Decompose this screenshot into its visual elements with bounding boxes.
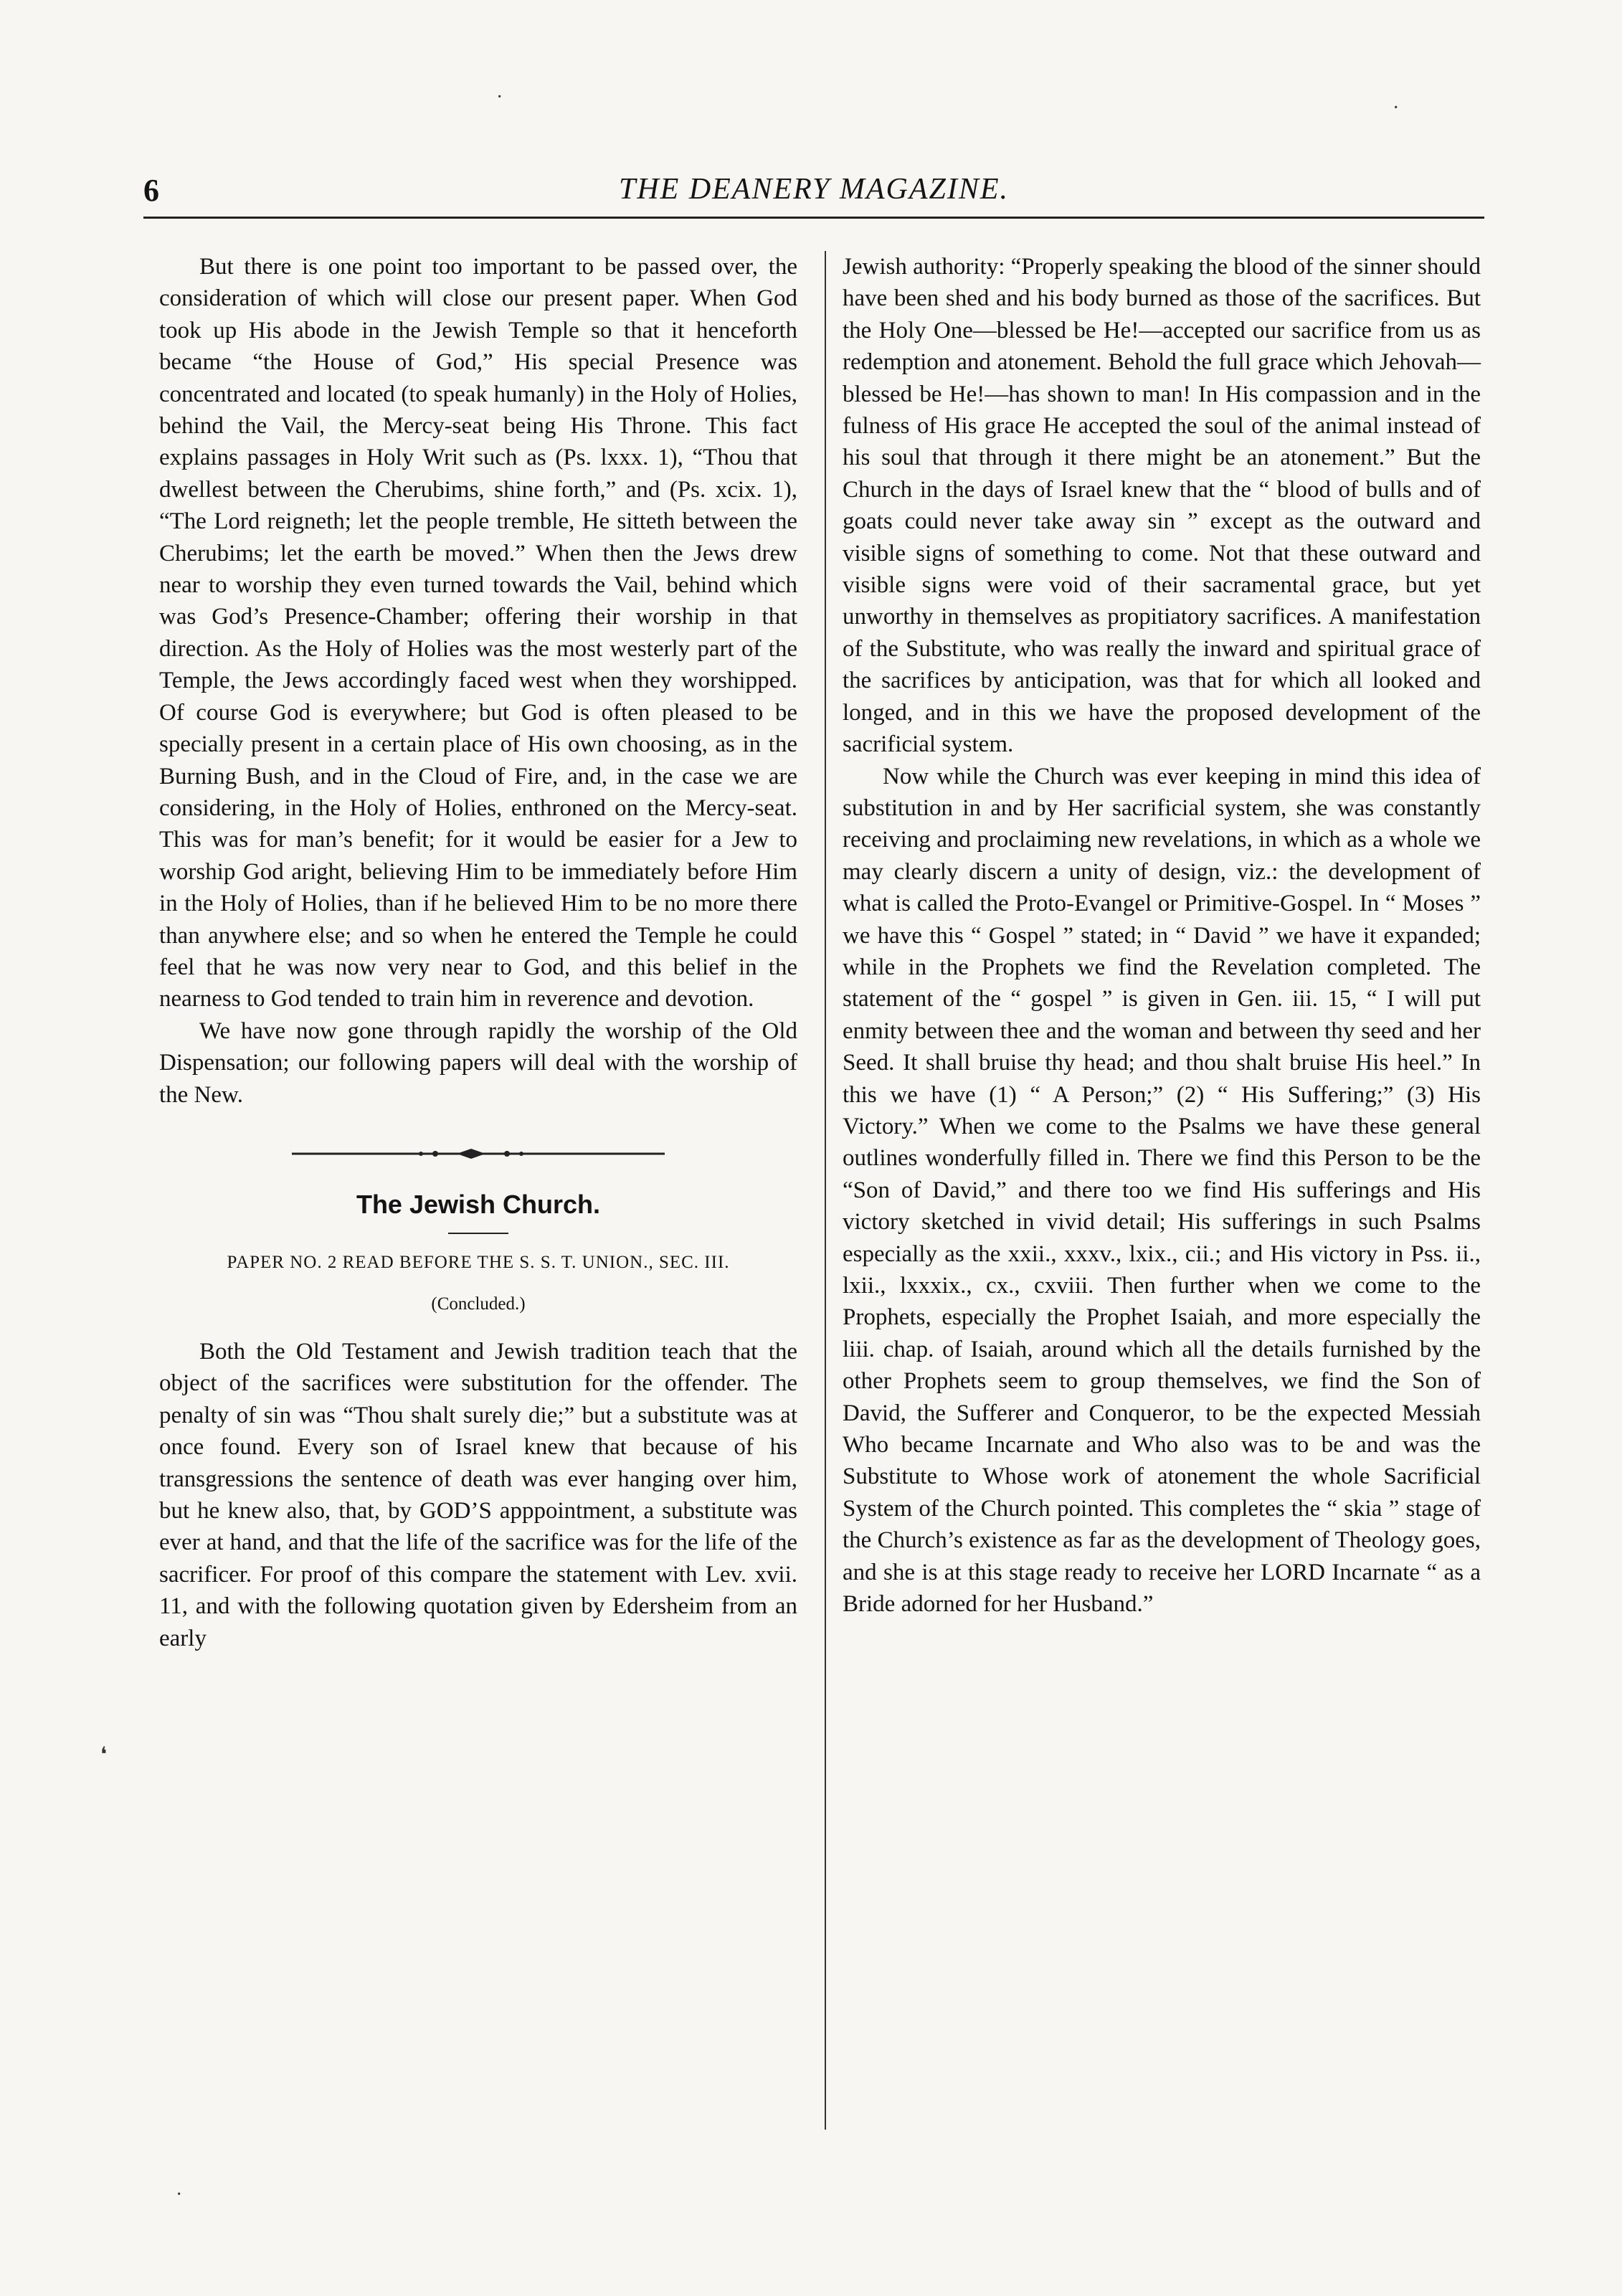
ornament-divider bbox=[292, 1147, 665, 1161]
short-rule bbox=[448, 1233, 508, 1234]
paragraph: But there is one point too important to be passed over, the consideration of which will close our present paper. When God took up His abode in the Jewish Temple so that it henceforth became “the House of God,” His special Presence was concentrated and located (to speak humanly) in the Holy of Holies, behind the Vail, the Mercy-seat being His Throne. This fact explains passages in Holy Writ such as (Ps. lxxx. 1), “Thou that dwellest between the Cherubims, shine forth,” and (Ps. xcix. 1), “The Lord reigneth; let the people tremble, He sitteth between the Cherubims; let the earth be moved.” When then the Jews drew near to worship they even turned towards the Vail, behind which was God’s Presence-Chamber; offering their worship in that direction. As the Holy of Holies was the most westerly part of the Temple, the Jews accordingly faced west when they worshipped. Of course God is everywhere; but God is often pleased to be specially present in a certain place of His own choosing, as in the Burning Bush, and in the Cloud of Fire, and, in the case we are considering, in the Holy of Holies, enthroned on the Mercy-seat. This was for man’s benefit; for it would be easier for a Jew to worship God aright, believing Him to be immediately before Him in the Holy of Holies, than if he believed Him to be no more there than anywhere else; and so when he entered the Temple he could feel that he was now very near to God, and this belief in the nearness to God tended to train him in reverence and devotion. bbox=[159, 254, 797, 1012]
left-column bbox=[159, 251, 797, 1654]
paragraph: Now while the Church was ever keeping in mind this idea of substitution in and by Her sacrificial system, she was constantly receiving and proclaiming new revelations, in which as a whole we may clearly discern a unity of design, viz.: the development of what is called the Proto-Evangel or Primitive-Gospel. In “ Moses ” we have this “ Gospel ” stated; in “ David ” we have it expanded; while in the Prophets we find the Revelation completed. The statement of the “ gospel ” is given in Gen. iii. 15, “ I will put enmity between thee and the woman and between thy seed and her Seed. It shall bruise thy head; and thou shalt bruise His heel.” In this we have (1) “ A Person;” (2) “ His Suffering;” (3) His Victory.” When we come to the Psalms we have these general outlines wonderfully filled in. There we find this Person to be the “Son of David,” and there too we find His sufferings and His victory sketched in vivid detail; His sufferings in such Psalms especially as the xxii., xxxv., lxix., cii.; and His victory in Pss. ii., lxii., lxxxix., cx., cxviii. Then further when we come to the Prophets, especially the Prophet Isaiah, and more especially the liii. chap. of Isaiah, around which all the details furnished by the other Prophets seem to group themselves, we find the Son of David, the Sufferer and Conqueror, to be the expected Messiah Who became Incarnate and Who also was to be and was the Substitute to Whose work of atonement the whole Sacrificial System of the Church pointed. This completes the “ skia ” stage of the Church’s existence as far as the development of Theology goes, and she is at this stage ready to receive her LORD Incarnate “ as a Bride adorned for her Husband.” bbox=[843, 763, 1481, 1618]
stray-mark-bottom: · bbox=[176, 2183, 183, 2206]
paragraph: We have now gone through rapidly the worship of the Old Dispensation; our following papers will deal with the worship of the New. bbox=[159, 1017, 797, 1108]
stray-mark-top-right: · bbox=[1393, 97, 1400, 119]
column-divider bbox=[825, 251, 826, 2130]
page-number: 6 bbox=[143, 173, 159, 208]
section-note: (Concluded.) bbox=[431, 1294, 526, 1314]
running-title: THE DEANERY MAGAZINE. bbox=[618, 173, 1010, 206]
header-rule bbox=[143, 217, 1484, 219]
section-subtitle: PAPER NO. 2 READ BEFORE THE S. S. T. UNION., SEC. III. bbox=[227, 1252, 730, 1272]
stray-mark-top: · bbox=[496, 86, 503, 108]
paragraph: Jewish authority: “Properly speaking the blood of the sinner should have been shed and his body burned as those of the sacrifices. But the Holy One—blessed be He!—accepted our sacrifice from us as redemption and atonement. Behold the full grace which Jehovah—blessed be He!—has shown to man! In His compassion and in the fulness of His grace He accepted the soul of the animal instead of his soul that through it there might be an atonement.” But the Church in the days of Israel knew that the “ blood of bulls and of goats could never take away sin ” except as the outward and visible signs of something to come. Not that these outward and visible signs were void of their sacramental grace, but yet unworthy in themselves as propitiatory sacrifices. A manifestation of the Substitute, who was really the inward and spiritual grace of the sacrifices by anticipation, was that for which all looked and longed, and in this we have the proposed development of the sacrificial system. bbox=[843, 254, 1481, 758]
stray-mark-left-margin: ❛ bbox=[100, 1744, 108, 1766]
page-header bbox=[143, 172, 1484, 222]
right-column bbox=[843, 251, 1481, 1620]
paragraph: Both the Old Testament and Jewish tradition teach that the object of the sacrifices were substitution for the offender. The penalty of sin was “Thou shalt surely die;” but a substitute was at once found. Every son of Israel knew that because of his transgressions the sentence of death was ever hanging over him, but he knew also, that, by GOD’S apppointment, a substitute was ever at hand, and that the life of the sacrifice was for the life of the sacrificer. For proof of this compare the statement with Lev. xvii. 11, and with the following quotation given by Edersheim from an early bbox=[159, 1338, 797, 1651]
section-title: The Jewish Church. bbox=[356, 1189, 601, 1219]
